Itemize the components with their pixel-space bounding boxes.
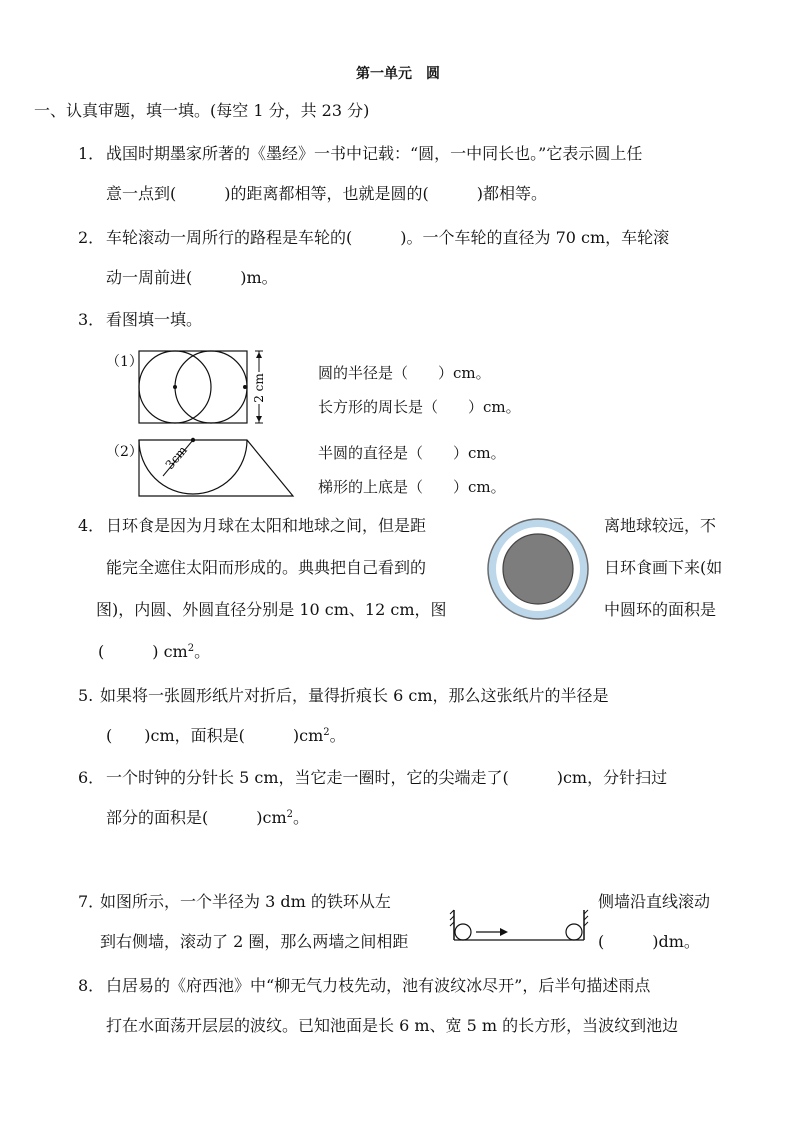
q2-line1: 车轮滚动一周所行的路程是车轮的( )。一个车轮的直径为 70 cm，车轮滚: [106, 228, 670, 247]
fig1-dimension-label: 2 cm: [252, 373, 266, 403]
q7-line2-right: ( )dm。: [598, 932, 700, 951]
q6-number: 6．: [78, 768, 105, 787]
q3-text: 看图填一填。: [106, 310, 203, 329]
q7-number: 7．: [78, 892, 105, 911]
q8-line1: 白居易的《府西池》中“柳无气力枝先动，池有波纹冰尽开”，后半句描述雨点: [106, 976, 651, 995]
semicircle-trapezoid-figure: [136, 436, 296, 502]
rolling-hoop-walls-figure: [448, 906, 590, 946]
q3-number: 3．: [78, 310, 105, 329]
q5-line2: ( )cm，面积是( )$cm^2$。: [106, 726, 346, 745]
page-title: 第一单元 圆: [356, 66, 440, 82]
q1-line1: 战国时期墨家所著的《墨经》一书中记载：“圆，一中同长也。”它表示圆上任: [106, 144, 643, 163]
q3-fig1-label: （1）: [106, 354, 143, 370]
q4-line2-left: 能完全遮住太阳而形成的。典典把自己看到的: [106, 558, 427, 577]
q4-line1-left: 日环食是因为月球在太阳和地球之间，但是距: [106, 516, 427, 535]
q6-line2: 部分的面积是( )$cm^2$。: [106, 808, 310, 827]
section-header: 一、认真审题，填一填。(每空 1 分，共 23 分): [34, 101, 370, 120]
q4-line3-right: 中圆环的面积是: [604, 600, 717, 619]
q8-line2: 打在水面荡开层层的波纹。已知池面是长 6 m、宽 5 m 的长方形，当波纹到池边: [106, 1016, 679, 1035]
q4-line2-right: 日环食画下来(如: [604, 558, 723, 577]
q2-number: 2．: [78, 228, 105, 247]
solar-eclipse-annulus-figure: [486, 514, 590, 624]
q7-line1-left: 如图所示，一个半径为 3 dm 的铁环从左: [100, 892, 391, 911]
q3-fig1-line2: 长方形的周长是（ ）cm。: [318, 398, 521, 416]
q7-line1-right: 侧墙沿直线滚动: [598, 892, 711, 911]
q1-number: 1．: [78, 144, 105, 163]
q4-line4: ( ) $cm^2$。: [98, 642, 211, 661]
q6-line1: 一个时钟的分针长 5 cm，当它走一圈时，它的尖端走了( )cm，分针扫过: [106, 768, 668, 787]
q3-fig2-label: （2）: [106, 444, 143, 460]
q5-line1: 如果将一张圆形纸片对折后，量得折痕长 6 cm，那么这张纸片的半径是: [100, 686, 609, 705]
q3-fig1-line1: 圆的半径是（ ）cm。: [318, 364, 491, 382]
q3-fig2-line1: 半圆的直径是（ ）cm。: [318, 444, 506, 462]
fig2-dimension-label: 3cm: [162, 443, 190, 472]
q7-line2-left: 到右侧墙，滚动了 2 圈，那么两墙之间相距: [100, 932, 409, 951]
q4-line3-left: 图)，内圆、外圆直径分别是 10 cm、12 cm，图: [96, 600, 447, 619]
q3-fig2-line2: 梯形的上底是（ ）cm。: [318, 478, 506, 496]
q4-number: 4．: [78, 516, 105, 535]
two-circles-rectangle-figure: [136, 346, 276, 428]
q5-number: 5.: [78, 686, 94, 705]
q1-line2: 意一点到( )的距离都相等，也就是圆的( )都相等。: [106, 184, 547, 203]
q2-line2: 动一周前进( )m。: [106, 268, 278, 287]
q4-line1-right: 离地球较远，不: [604, 516, 717, 535]
q8-number: 8．: [78, 976, 105, 995]
